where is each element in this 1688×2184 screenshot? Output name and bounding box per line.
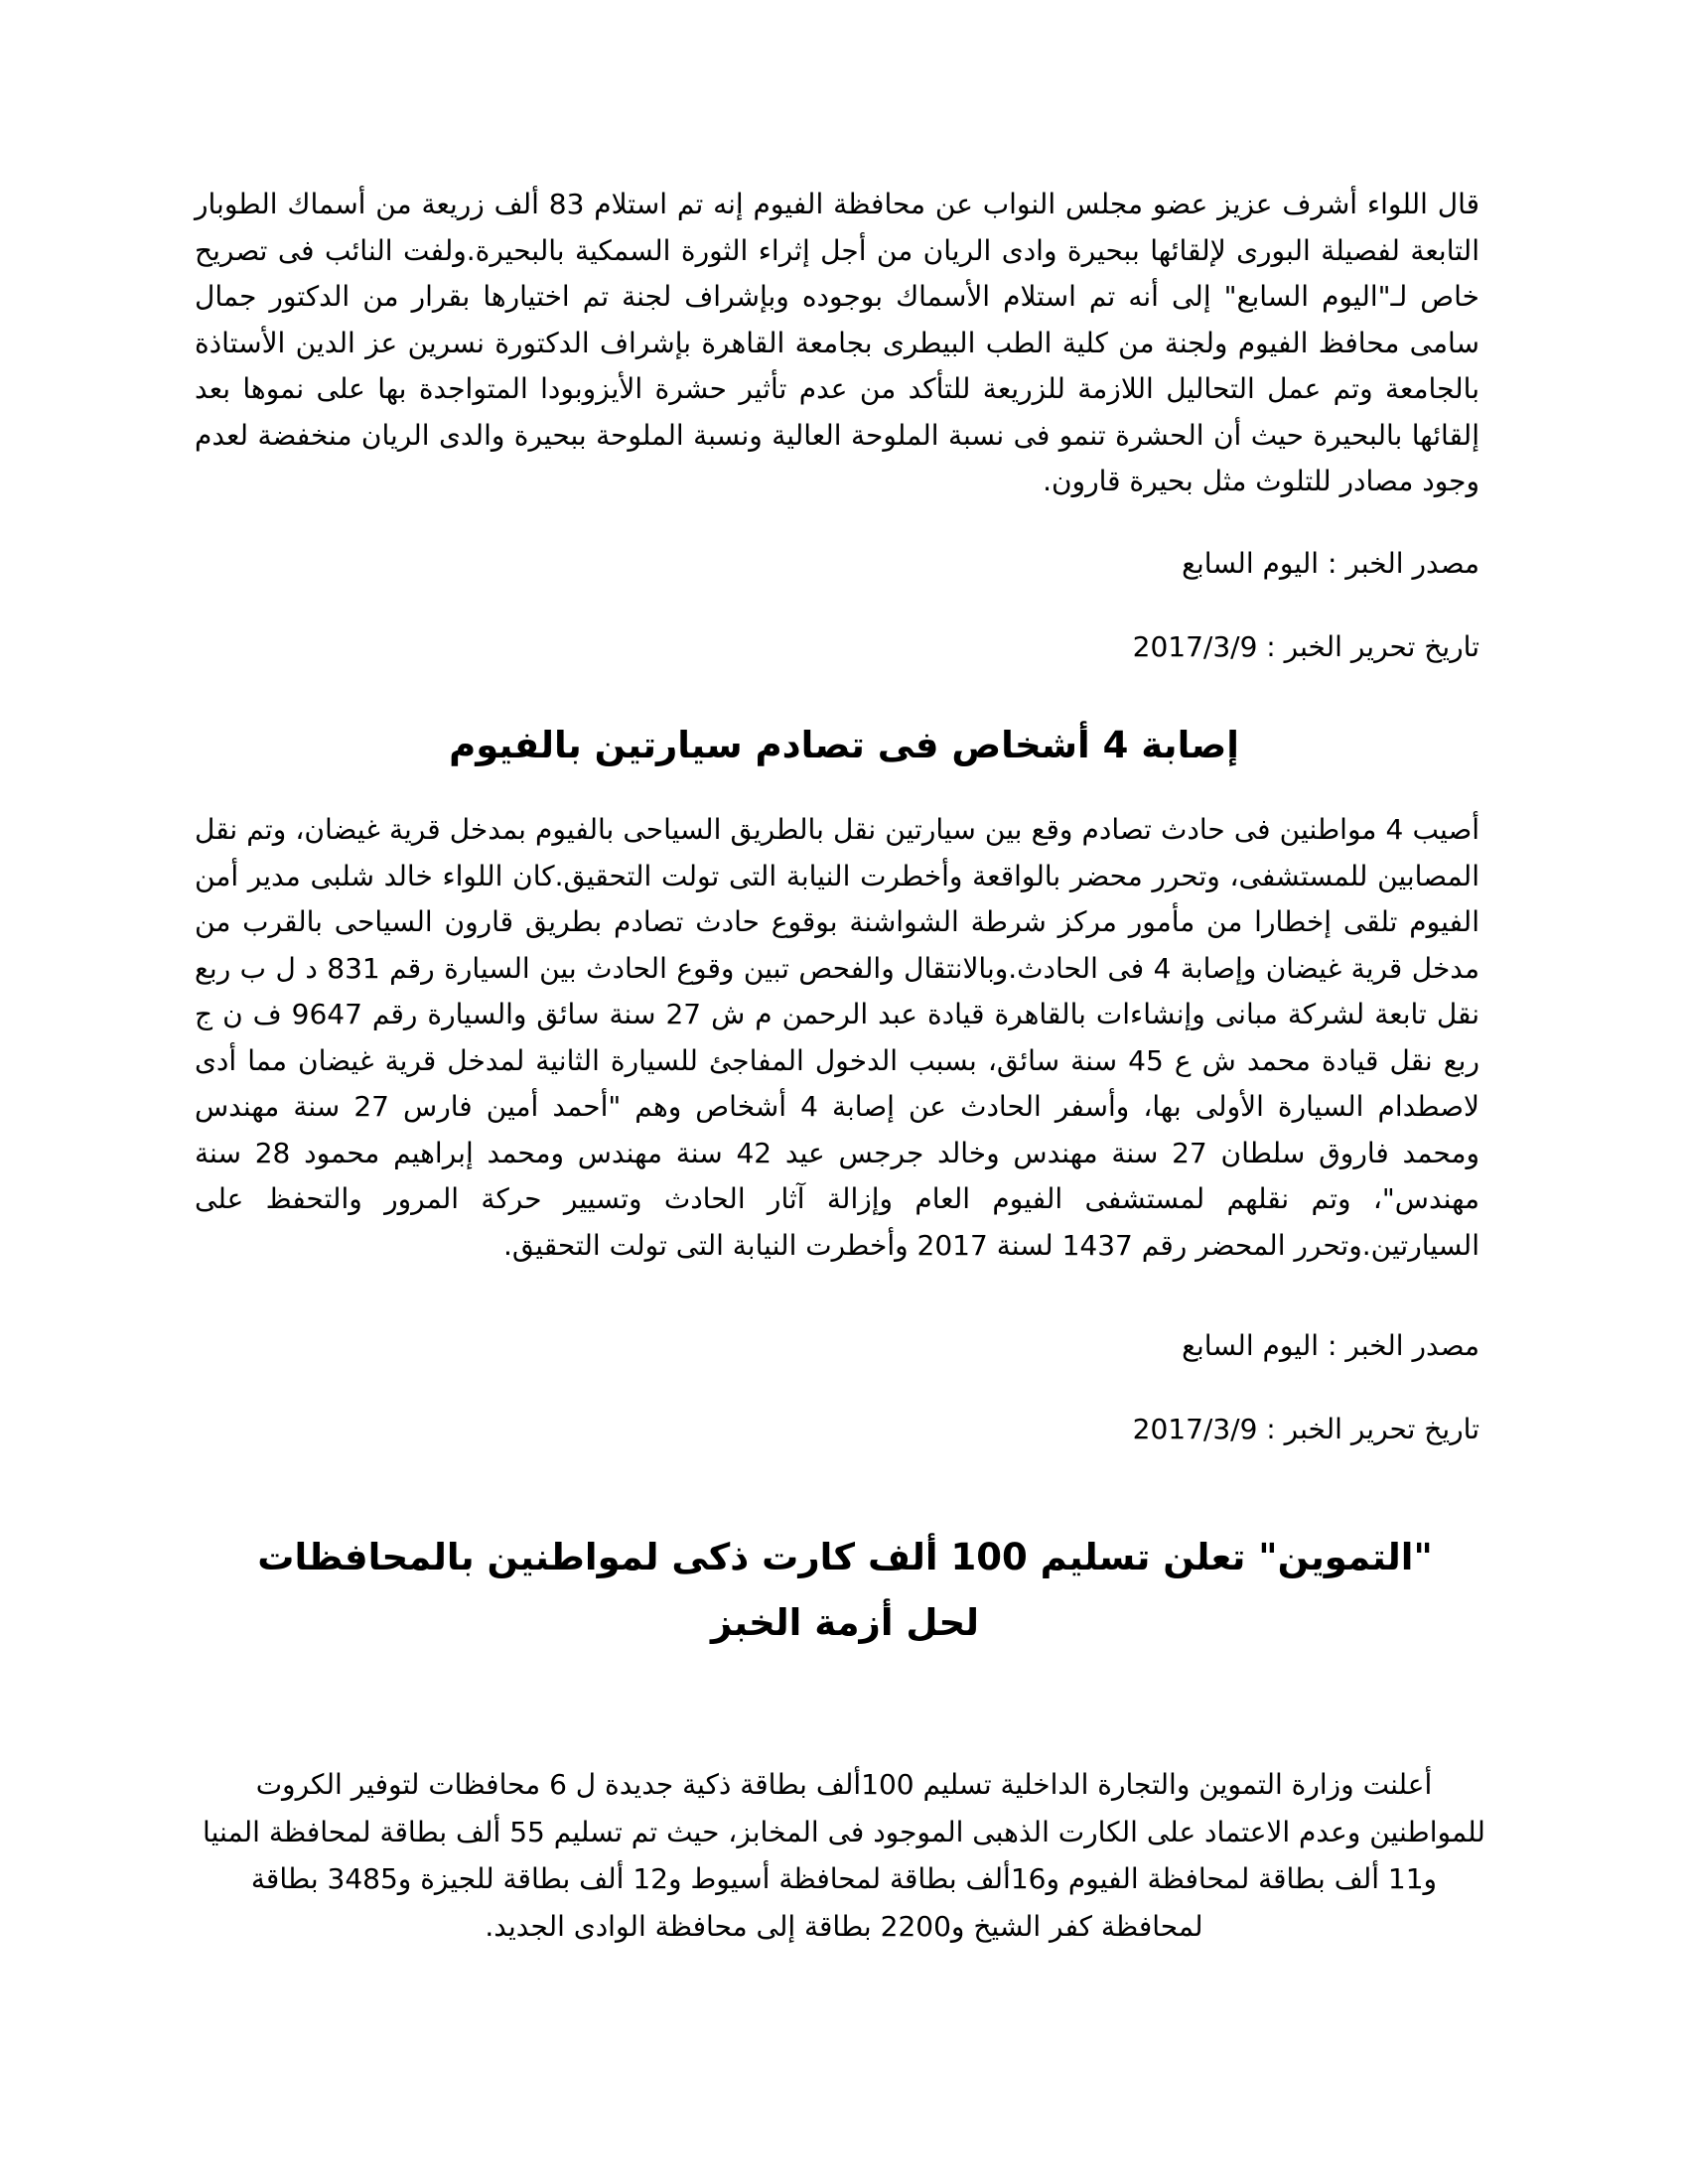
article-1-date: تاريخ تحرير الخبر : 2017/3/9 [1132, 630, 1479, 663]
article-2-title: إصابة 4 أشخاص فى تصادم سيارتين بالفيوم [449, 724, 1239, 766]
article-3-title: "التموين" تعلن تسليم 100 ألف كارت ذكى لمواطنين بالمحافظات لحل أزمة الخبز [257, 1536, 1433, 1644]
article-1-body: قال اللواء أشرف عزيز عضو مجلس النواب عن محافظة الفيوم إنه تم استلام 83 ألف زريعة من أسماك الطوبار التابعة لفصيلة البورى لإلقائها ببحيرة وادى الريان من أجل إثراء الثورة السمكية بالبحيرة.ولفت النائب فى تصريح خاص لـ"اليوم السابع" إلى أنه تم استلام الأسماك بوجوده وبإشراف لجنة تم اختيارها بقرار من الدكتور جمال سامى محافظ الفيوم ولجنة من كلية الطب البيطرى بجامعة القاهرة بإشراف الدكتورة نسرين عز الدين الأستاذة بالجامعة وتم عمل التحاليل اللازمة للزريعة للتأكد من عدم تأثير حشرة الأيزوبودا المتواجدة بها على نموها بعد إلقائها بالبحيرة حيث أن الحشرة تنمو فى نسبة الملوحة العالية ونسبة الملوحة ببحيرة والدى الريان منخفضة لعدم وجود مصادر للتلوث مثل بحيرة قارون. [195, 188, 1479, 497]
article-2-source: مصدر الخبر : اليوم السابع [1182, 1329, 1479, 1362]
article-2-body: أصيب 4 مواطنين فى حادث تصادم وقع بين سيارتين نقل بالطريق السياحى بالفيوم بمدخل قرية غيضان، وتم نقل المصابين للمستشفى، وتحرر محضر بالواقعة وأخطرت النيابة التى تولت التحقيق.كان اللواء خالد شلبى مدير أمن الفيوم تلقى إخطارا من مأمور مركز شرطة الشواشنة بوقوع حادث تصادم بطريق قارون السياحى بالقرب من مدخل قرية غيضان وإصابة 4 فى الحادث.وبالانتقال والفحص تبين وقوع الحادث بين السيارة رقم 831 د ل ب ربع نقل تابعة لشركة مبانى وإنشاءات بالقاهرة قيادة عبد الرحمن م ش 27 سنة سائق والسيارة رقم 9647 ف ن ج ربع نقل قيادة محمد ش ع 45 سنة سائق، بسبب الدخول المفاجئ للسيارة الثانية لمدخل قرية غيضان مما أدى لاصطدام السيارة الأولى بها، وأسفر الحادث عن إصابة 4 أشخاص وهم "أحمد أمين فارس 27 سنة مهندس ومحمد فاروق سلطان 27 سنة مهندس وخالد جرجس عيد 42 سنة مهندس ومحمد إبراهيم محمود 28 سنة مهندس"، وتم نقلهم لمستشفى الفيوم العام وإزالة آثار الحادث وتسيير حركة المرور والتحفظ على السيارتين.وتحرر المحضر رقم 1437 لسنة 2017 وأخطرت النيابة التى تولت التحقيق. [195, 813, 1480, 1262]
article-2-date: تاريخ تحرير الخبر : 2017/3/9 [1132, 1413, 1479, 1445]
article-1-source: مصدر الخبر : اليوم السابع [1182, 547, 1479, 580]
article-3-body: أعلنت وزارة التموين والتجارة الداخلية تسليم 100ألف بطاقة ذكية جديدة ل 6 محافظات لتوفير الكروت للمواطنين وعدم الاعتماد على الكارت الذهبى الموجود فى المخابز، حيث تم تسليم 55 ألف بطاقة لمحافظة المنيا و11 ألف بطاقة لمحافظة الفيوم و16ألف بطاقة لمحافظة أسيوط و12 ألف بطاقة للجيزة و3485 بطاقة لمحافظة كفر الشيخ و2200 بطاقة إلى محافظة الوادى الجديد. [203, 1768, 1485, 1943]
